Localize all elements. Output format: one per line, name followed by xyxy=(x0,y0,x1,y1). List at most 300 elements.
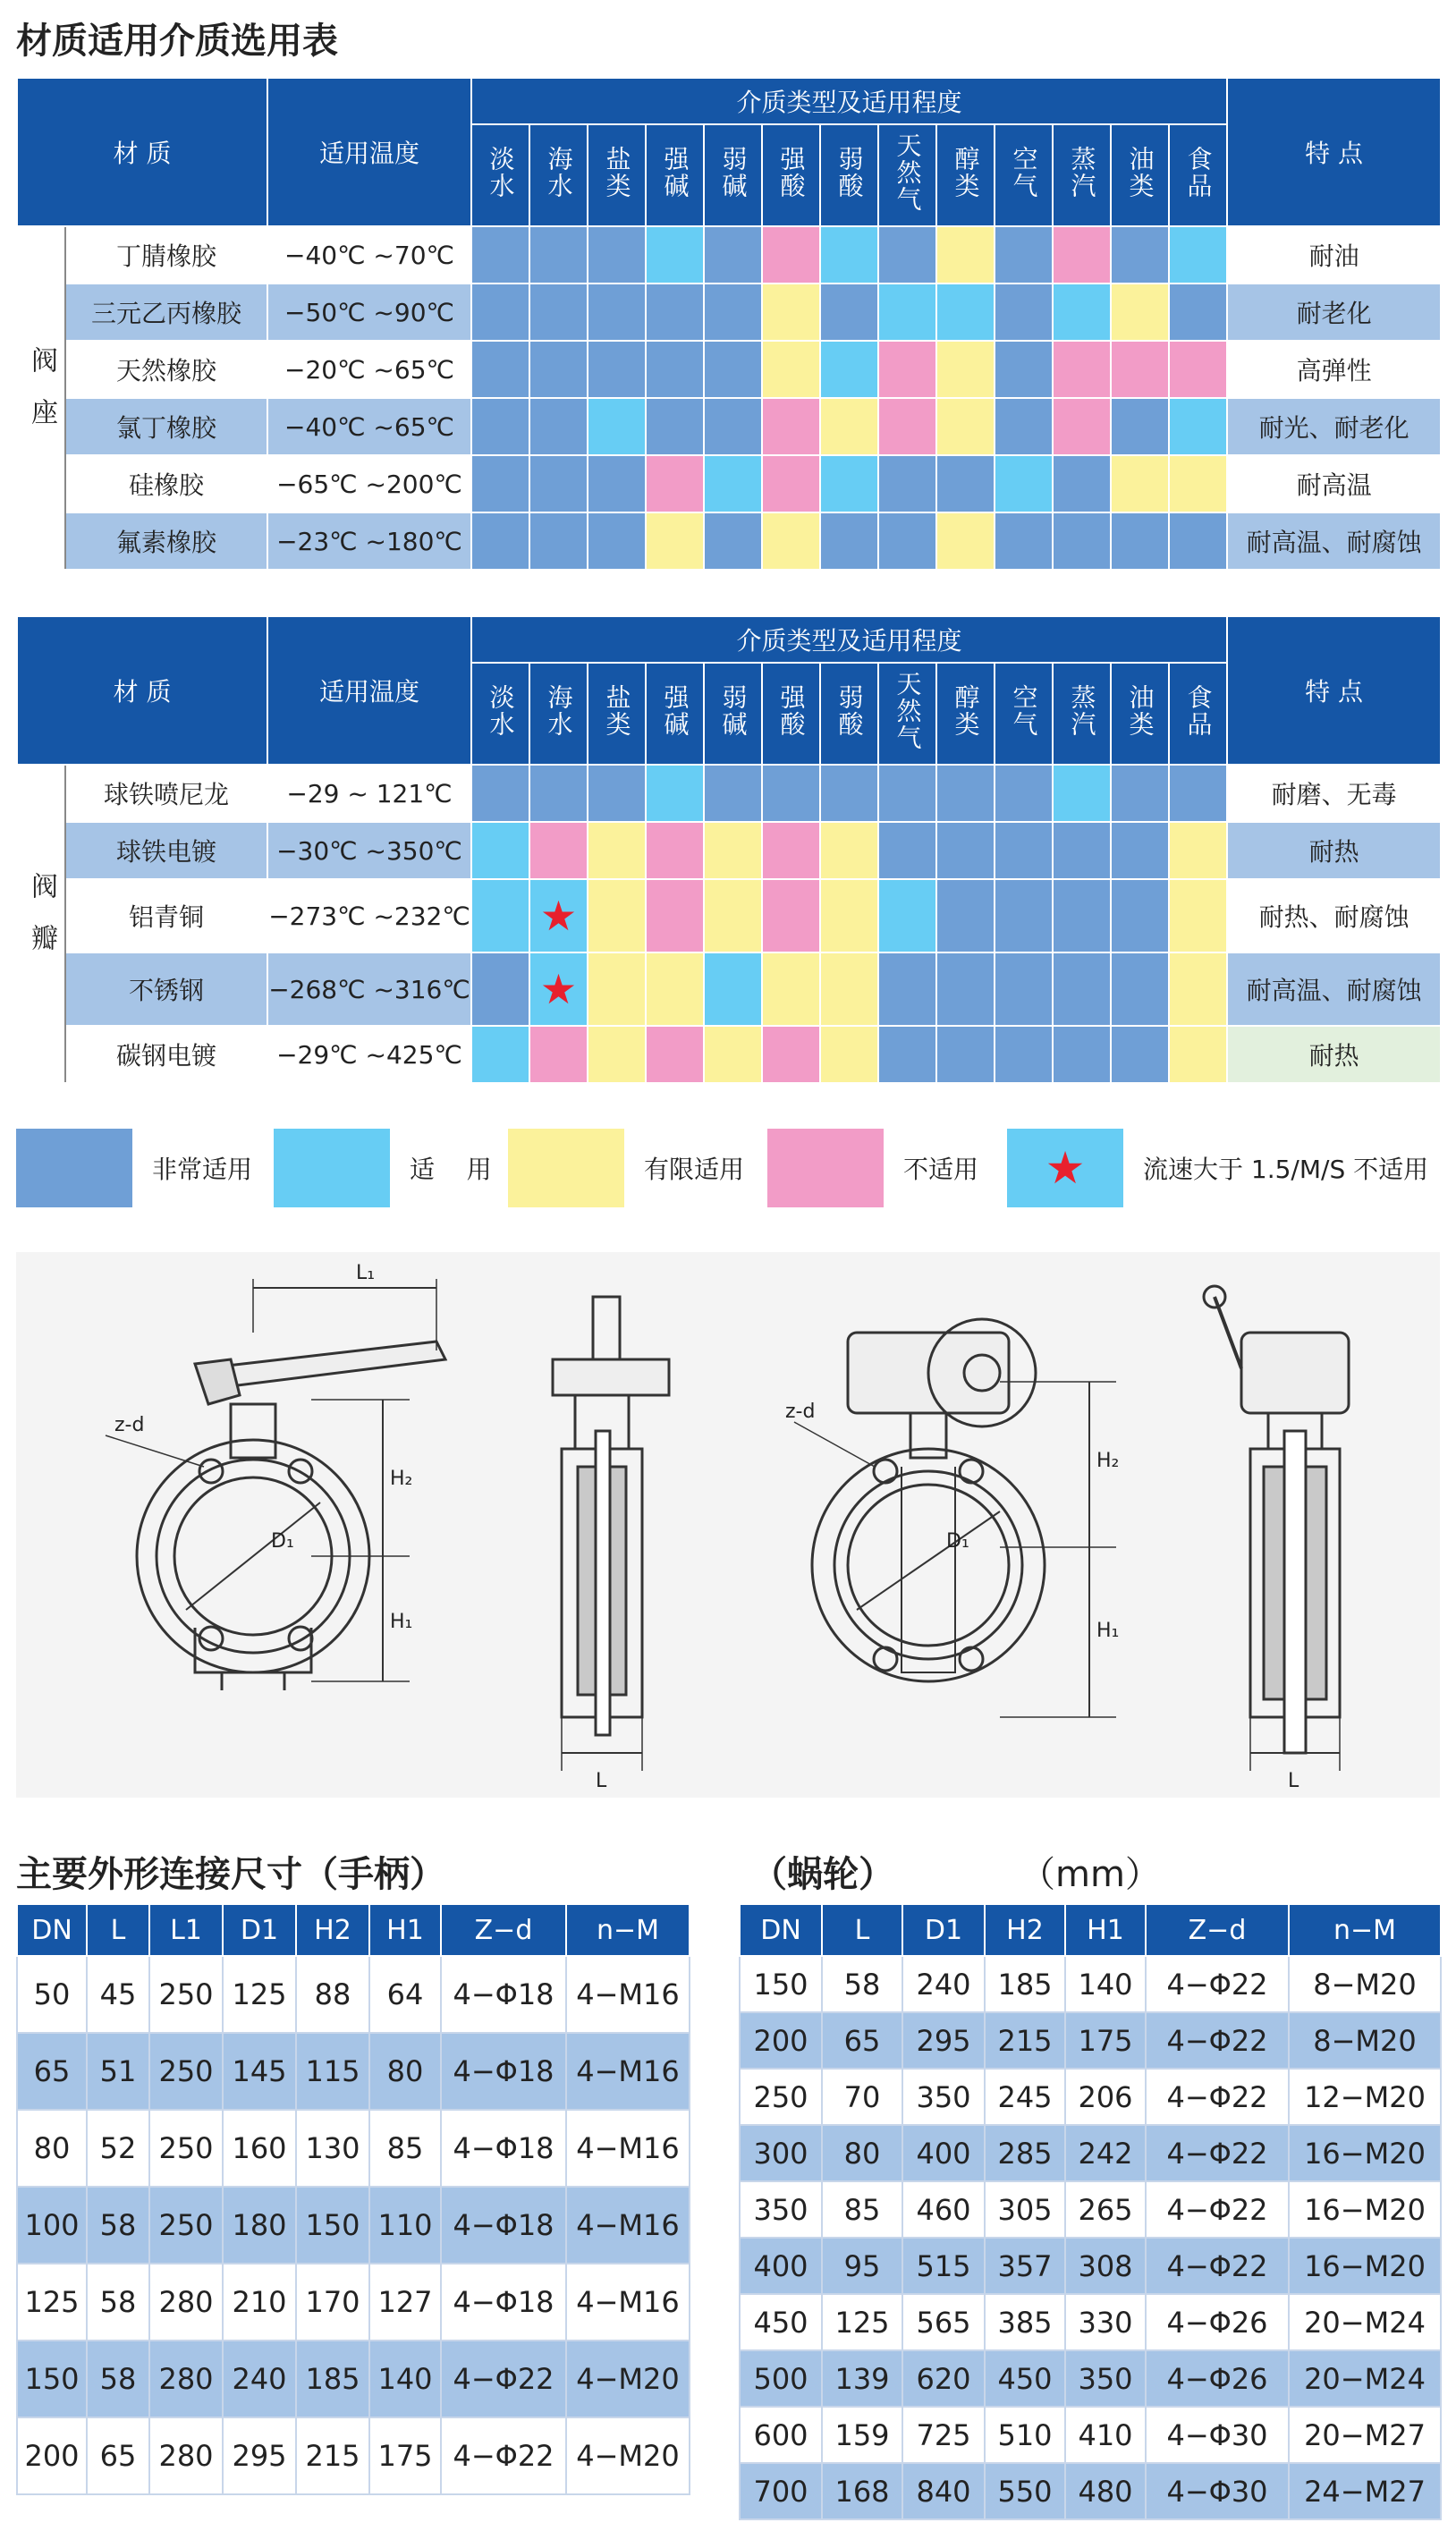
media-label: 油类 xyxy=(1125,683,1155,738)
suitability-cell xyxy=(646,455,704,512)
label-l-worm: L xyxy=(1288,1770,1299,1792)
table-cell: 600 xyxy=(740,2407,822,2463)
suitability-cell xyxy=(878,879,936,952)
media-label: 弱酸 xyxy=(834,145,865,199)
suitability-cell xyxy=(704,512,762,570)
table-cell: 4−Φ22 xyxy=(1146,2238,1289,2294)
suitability-cell xyxy=(588,341,646,398)
table-cell: 125 xyxy=(17,2264,87,2341)
suitability-cell xyxy=(995,1026,1053,1083)
temperature-range: −29 ~ 121℃ xyxy=(267,765,471,822)
suitability-cell xyxy=(878,455,936,512)
feature-header: 特 点 xyxy=(1227,616,1441,765)
suitability-cell xyxy=(704,1026,762,1083)
table-row xyxy=(740,2294,1441,2350)
handle-header-row xyxy=(17,1904,690,1956)
suitability-cell xyxy=(1111,341,1169,398)
suitability-cell xyxy=(704,398,762,455)
table-cell: 460 xyxy=(902,2181,985,2238)
suitability-cell xyxy=(1053,512,1111,570)
star-icon: ★ xyxy=(539,892,578,940)
media-label: 强酸 xyxy=(776,683,807,738)
suitability-cell xyxy=(471,455,529,512)
media-label: 油类 xyxy=(1125,145,1155,199)
suitability-cell xyxy=(529,1026,588,1083)
media-label: 强碱 xyxy=(660,145,690,199)
suitability-cell xyxy=(1111,952,1169,1026)
material-name: 不锈钢 xyxy=(65,952,267,1026)
table-cell: 350 xyxy=(902,2069,985,2125)
table-row xyxy=(17,2110,690,2187)
table-cell: 565 xyxy=(902,2294,985,2350)
suitability-cell xyxy=(1111,512,1169,570)
table-cell: 20−M24 xyxy=(1289,2350,1441,2407)
feature-text: 高弹性 xyxy=(1227,341,1441,398)
media-header-4 xyxy=(704,124,762,226)
media-group-header: 介质类型及适用程度 xyxy=(471,616,1227,663)
table-cell: 180 xyxy=(223,2187,296,2264)
suitability-cell xyxy=(588,765,646,822)
temperature-range: −30℃ ~350℃ xyxy=(267,822,471,879)
suitability-cell xyxy=(646,1026,704,1083)
suitability-cell xyxy=(529,879,588,952)
legend-label: 不适用 xyxy=(903,1155,979,1184)
legend-item-very-suitable xyxy=(16,1129,252,1207)
suitability-cell xyxy=(704,226,762,284)
column-header: DN xyxy=(17,1904,87,1956)
temperature-range: −40℃ ~70℃ xyxy=(267,226,471,284)
table-cell: 4−M16 xyxy=(566,2033,690,2110)
column-header: D1 xyxy=(223,1904,296,1956)
media-label: 天然气 xyxy=(893,131,923,213)
table-cell: 480 xyxy=(1065,2463,1146,2519)
seat-material-table xyxy=(16,77,1442,571)
table-cell: 150 xyxy=(740,1956,822,2012)
suitability-cell xyxy=(820,512,878,570)
suitability-cell xyxy=(1053,952,1111,1026)
media-label: 盐类 xyxy=(602,683,632,738)
material-row xyxy=(17,879,1441,952)
table-cell: 50 xyxy=(17,1956,87,2033)
table-cell: 160 xyxy=(223,2110,296,2187)
suitability-cell xyxy=(820,455,878,512)
legend-item-star xyxy=(1007,1129,1428,1207)
media-header-11 xyxy=(1111,663,1169,765)
table-cell: 400 xyxy=(902,2125,985,2181)
temperature-header: 适用温度 xyxy=(267,78,471,226)
table-cell: 185 xyxy=(296,2341,369,2417)
table-cell: 24−M27 xyxy=(1289,2463,1441,2519)
table-cell: 330 xyxy=(1065,2294,1146,2350)
star-icon: ★ xyxy=(539,965,578,1013)
media-label: 强酸 xyxy=(776,145,807,199)
suitability-cell xyxy=(1169,822,1227,879)
material-header: 材 质 xyxy=(17,78,267,226)
suitability-cell xyxy=(878,398,936,455)
star-icon: ★ xyxy=(1007,1129,1123,1207)
column-header: L xyxy=(822,1904,902,1956)
disc-table-body xyxy=(17,765,1441,1083)
material-name: 铝青铜 xyxy=(65,879,267,952)
feature-text: 耐光、耐老化 xyxy=(1227,398,1441,455)
suitability-cell xyxy=(646,226,704,284)
suitability-cell xyxy=(1169,1026,1227,1083)
table-row xyxy=(740,2238,1441,2294)
material-name: 氟素橡胶 xyxy=(65,512,267,570)
suitability-cell xyxy=(1053,284,1111,341)
column-header: D1 xyxy=(902,1904,985,1956)
table-cell: 45 xyxy=(87,1956,149,2033)
media-header-3 xyxy=(646,124,704,226)
media-label: 空气 xyxy=(1009,683,1039,738)
suitability-cell xyxy=(1053,765,1111,822)
feature-text: 耐油 xyxy=(1227,226,1441,284)
table-cell: 4−M16 xyxy=(566,1956,690,2033)
temperature-range: −29℃ ~425℃ xyxy=(267,1026,471,1083)
legend-label: 流速大于 1.5/M/S 不适用 xyxy=(1143,1155,1429,1184)
media-header-10 xyxy=(1053,124,1111,226)
media-label: 淡水 xyxy=(486,145,516,199)
table-cell: 280 xyxy=(149,2264,223,2341)
table-cell: 20−M24 xyxy=(1289,2294,1441,2350)
media-header-9 xyxy=(995,124,1053,226)
feature-header: 特 点 xyxy=(1227,78,1441,226)
suitability-cell xyxy=(762,765,820,822)
table-cell: 175 xyxy=(1065,2012,1146,2069)
handle-table-title: 主要外形连接尺寸（手柄） xyxy=(16,1854,445,1895)
suitability-cell xyxy=(646,765,704,822)
suitability-cell xyxy=(1053,341,1111,398)
suitability-cell xyxy=(995,879,1053,952)
suitability-cell xyxy=(646,512,704,570)
feature-text: 耐热、耐腐蚀 xyxy=(1227,879,1441,952)
suitability-cell xyxy=(995,341,1053,398)
table-cell: 16−M20 xyxy=(1289,2238,1441,2294)
suitability-cell xyxy=(529,822,588,879)
table-cell: 4−Φ18 xyxy=(441,2110,566,2187)
table-row xyxy=(740,2181,1441,2238)
worm-header-row xyxy=(740,1904,1441,1956)
table-cell: 295 xyxy=(902,2012,985,2069)
table-cell: 285 xyxy=(985,2125,1065,2181)
feature-text: 耐磨、无毒 xyxy=(1227,765,1441,822)
temperature-range: −273℃ ~232℃ xyxy=(267,879,471,952)
material-name: 球铁喷尼龙 xyxy=(65,765,267,822)
drawing-svg xyxy=(16,1252,1440,1798)
suitability-cell xyxy=(471,879,529,952)
label-l: L xyxy=(596,1770,607,1792)
suitability-cell xyxy=(588,398,646,455)
suitability-cell xyxy=(1169,512,1227,570)
media-label: 醇类 xyxy=(951,683,981,738)
media-header-5 xyxy=(762,124,820,226)
media-header-2 xyxy=(588,663,646,765)
suitability-cell xyxy=(995,952,1053,1026)
suitability-cell xyxy=(820,765,878,822)
table-cell: 840 xyxy=(902,2463,985,2519)
table-row xyxy=(17,2187,690,2264)
table-cell: 4−Φ22 xyxy=(1146,2012,1289,2069)
table-cell: 4−Φ22 xyxy=(1146,2069,1289,2125)
table-cell: 215 xyxy=(985,2012,1065,2069)
suitability-cell xyxy=(936,879,995,952)
table-row xyxy=(740,2463,1441,2519)
table-cell: 308 xyxy=(1065,2238,1146,2294)
feature-text: 耐高温、耐腐蚀 xyxy=(1227,952,1441,1026)
suitability-cell xyxy=(588,226,646,284)
media-header-8 xyxy=(936,663,995,765)
table-cell: 150 xyxy=(17,2341,87,2417)
suitability-cell xyxy=(529,455,588,512)
table-cell: 250 xyxy=(149,2187,223,2264)
suitability-cell xyxy=(762,284,820,341)
suitability-cell xyxy=(1111,879,1169,952)
table-cell: 700 xyxy=(740,2463,822,2519)
suitability-cell xyxy=(762,822,820,879)
suitability-cell xyxy=(762,455,820,512)
suitability-cell xyxy=(995,226,1053,284)
suitability-cell xyxy=(995,822,1053,879)
table-cell: 16−M20 xyxy=(1289,2125,1441,2181)
material-row xyxy=(17,822,1441,879)
media-header-1 xyxy=(529,124,588,226)
table-cell: 450 xyxy=(985,2350,1065,2407)
material-name: 天然橡胶 xyxy=(65,341,267,398)
suitability-cell xyxy=(704,822,762,879)
table-cell: 4−Φ30 xyxy=(1146,2463,1289,2519)
table-cell: 4−Φ30 xyxy=(1146,2407,1289,2463)
suitability-cell xyxy=(1169,765,1227,822)
suitability-cell xyxy=(588,879,646,952)
table-cell: 145 xyxy=(223,2033,296,2110)
media-label: 淡水 xyxy=(486,683,516,738)
suitability-cell xyxy=(936,284,995,341)
feature-text: 耐老化 xyxy=(1227,284,1441,341)
suitability-cell xyxy=(995,512,1053,570)
seat-table-body xyxy=(17,226,1441,570)
table-row xyxy=(740,2125,1441,2181)
suitability-cell xyxy=(820,822,878,879)
column-header: DN xyxy=(740,1904,822,1956)
table-cell: 4−Φ22 xyxy=(441,2341,566,2417)
suitability-cell xyxy=(588,512,646,570)
legend-label: 非常适用 xyxy=(152,1155,253,1184)
feature-text: 耐高温、耐腐蚀 xyxy=(1227,512,1441,570)
table-row xyxy=(17,2033,690,2110)
table-cell: 240 xyxy=(902,1956,985,2012)
suitability-cell xyxy=(1111,284,1169,341)
table-cell: 127 xyxy=(369,2264,441,2341)
media-header-8 xyxy=(936,124,995,226)
suitability-cell xyxy=(878,226,936,284)
suitability-cell xyxy=(1111,226,1169,284)
table-cell: 4−Φ22 xyxy=(1146,2125,1289,2181)
suitability-cell xyxy=(820,398,878,455)
suitability-cell xyxy=(1111,398,1169,455)
table-cell: 4−M16 xyxy=(566,2187,690,2264)
table-cell: 125 xyxy=(223,1956,296,2033)
material-row xyxy=(17,1026,1441,1083)
material-header: 材 质 xyxy=(17,616,267,765)
handle-dimension-table xyxy=(16,1903,690,2495)
table-cell: 4−Φ26 xyxy=(1146,2294,1289,2350)
table-cell: 550 xyxy=(985,2463,1065,2519)
material-row xyxy=(17,341,1441,398)
table-cell: 206 xyxy=(1065,2069,1146,2125)
table-cell: 4−Φ22 xyxy=(441,2417,566,2494)
suitability-cell xyxy=(936,455,995,512)
table-cell: 350 xyxy=(1065,2350,1146,2407)
suitability-cell xyxy=(820,952,878,1026)
table-cell: 410 xyxy=(1065,2407,1146,2463)
table-cell: 250 xyxy=(149,2033,223,2110)
suitability-cell xyxy=(1053,398,1111,455)
table-cell: 168 xyxy=(822,2463,902,2519)
section-label: 阀座 xyxy=(17,226,65,570)
suitability-cell xyxy=(878,822,936,879)
table-cell: 4−M20 xyxy=(566,2417,690,2494)
table-cell: 51 xyxy=(87,2033,149,2110)
suitability-cell xyxy=(762,398,820,455)
temperature-range: −20℃ ~65℃ xyxy=(267,341,471,398)
media-label: 蒸汽 xyxy=(1067,145,1097,199)
media-label: 食品 xyxy=(1183,145,1214,199)
suitability-cell xyxy=(936,765,995,822)
suitability-cell xyxy=(762,879,820,952)
suitability-cell xyxy=(936,398,995,455)
table-cell: 515 xyxy=(902,2238,985,2294)
suitability-cell xyxy=(646,341,704,398)
suitability-cell xyxy=(1169,284,1227,341)
media-header-5 xyxy=(762,663,820,765)
suitability-cell xyxy=(878,284,936,341)
column-header: H1 xyxy=(1065,1904,1146,1956)
material-row xyxy=(17,952,1441,1026)
suitability-cell xyxy=(820,879,878,952)
table-cell: 450 xyxy=(740,2294,822,2350)
media-header-12 xyxy=(1169,663,1227,765)
table-cell: 4−Φ18 xyxy=(441,2264,566,2341)
suitability-cell xyxy=(1053,1026,1111,1083)
suitability-cell xyxy=(529,952,588,1026)
suitability-cell xyxy=(820,1026,878,1083)
table-row xyxy=(740,2350,1441,2407)
label-zd: z-d xyxy=(114,1414,145,1436)
table-cell: 64 xyxy=(369,1956,441,2033)
table-cell: 140 xyxy=(369,2341,441,2417)
suitability-cell xyxy=(529,512,588,570)
table-cell: 170 xyxy=(296,2264,369,2341)
table-cell: 250 xyxy=(740,2069,822,2125)
suitability-cell xyxy=(820,341,878,398)
table-cell: 245 xyxy=(985,2069,1065,2125)
suitability-cell xyxy=(820,284,878,341)
valve-drawings xyxy=(16,1252,1440,1798)
material-row xyxy=(17,455,1441,512)
legend-item-limited xyxy=(508,1129,744,1207)
suitability-cell xyxy=(762,952,820,1026)
table-cell: 4−Φ18 xyxy=(441,2187,566,2264)
media-header-4 xyxy=(704,663,762,765)
suitability-cell xyxy=(704,284,762,341)
suitability-cell xyxy=(588,822,646,879)
suitability-cell xyxy=(878,765,936,822)
suitability-cell xyxy=(588,284,646,341)
table-cell: 85 xyxy=(369,2110,441,2187)
table-cell: 4−Φ22 xyxy=(1146,2181,1289,2238)
column-header: H2 xyxy=(985,1904,1065,1956)
table-cell: 510 xyxy=(985,2407,1065,2463)
suitability-cell xyxy=(762,226,820,284)
worm-valve-side-drawing xyxy=(1204,1286,1349,1771)
suitability-cell xyxy=(936,1026,995,1083)
table-cell: 4−Φ18 xyxy=(441,2033,566,2110)
table-cell: 4−Φ18 xyxy=(441,1956,566,2033)
media-header-10 xyxy=(1053,663,1111,765)
suitability-cell xyxy=(1169,341,1227,398)
suitability-cell xyxy=(1053,455,1111,512)
table-cell: 65 xyxy=(17,2033,87,2110)
table-cell: 250 xyxy=(149,1956,223,2033)
legend-label: 有限适用 xyxy=(644,1155,745,1184)
column-header: L1 xyxy=(149,1904,223,1956)
table-cell: 139 xyxy=(822,2350,902,2407)
media-label: 海水 xyxy=(544,683,574,738)
suitability-cell xyxy=(646,879,704,952)
media-header-7 xyxy=(878,663,936,765)
suitability-cell xyxy=(471,1026,529,1083)
suitability-cell xyxy=(529,226,588,284)
suitability-cell xyxy=(471,765,529,822)
suitability-cell xyxy=(878,512,936,570)
worm-valve-front-drawing xyxy=(794,1319,1116,1717)
table-cell: 58 xyxy=(87,2341,149,2417)
legend-item-not-suitable xyxy=(767,1129,978,1207)
material-row xyxy=(17,398,1441,455)
media-header-6 xyxy=(820,124,878,226)
table-row xyxy=(740,1956,1441,2012)
material-name: 球铁电镀 xyxy=(65,822,267,879)
suitability-cell xyxy=(762,1026,820,1083)
temperature-range: −50℃ ~90℃ xyxy=(267,284,471,341)
table-cell: 130 xyxy=(296,2110,369,2187)
material-name: 碳钢电镀 xyxy=(65,1026,267,1083)
table-cell: 305 xyxy=(985,2181,1065,2238)
table-cell: 70 xyxy=(822,2069,902,2125)
table-row xyxy=(740,2407,1441,2463)
suitability-cell xyxy=(1053,879,1111,952)
table-cell: 140 xyxy=(1065,1956,1146,2012)
table-cell: 215 xyxy=(296,2417,369,2494)
suitability-cell xyxy=(936,226,995,284)
suitability-cell xyxy=(878,1026,936,1083)
suitability-cell xyxy=(588,455,646,512)
legend-label: 适 用 xyxy=(410,1155,492,1184)
table-cell: 295 xyxy=(223,2417,296,2494)
media-header-11 xyxy=(1111,124,1169,226)
suitability-cell xyxy=(471,512,529,570)
column-header: L xyxy=(87,1904,149,1956)
suitability-cell xyxy=(529,341,588,398)
legend-swatch xyxy=(16,1129,132,1207)
feature-text: 耐高温 xyxy=(1227,455,1441,512)
suitability-cell xyxy=(1111,822,1169,879)
label-h1-worm: H₁ xyxy=(1096,1620,1120,1642)
table-cell: 115 xyxy=(296,2033,369,2110)
table-cell: 80 xyxy=(17,2110,87,2187)
media-label: 盐类 xyxy=(602,145,632,199)
media-label: 空气 xyxy=(1009,145,1039,199)
